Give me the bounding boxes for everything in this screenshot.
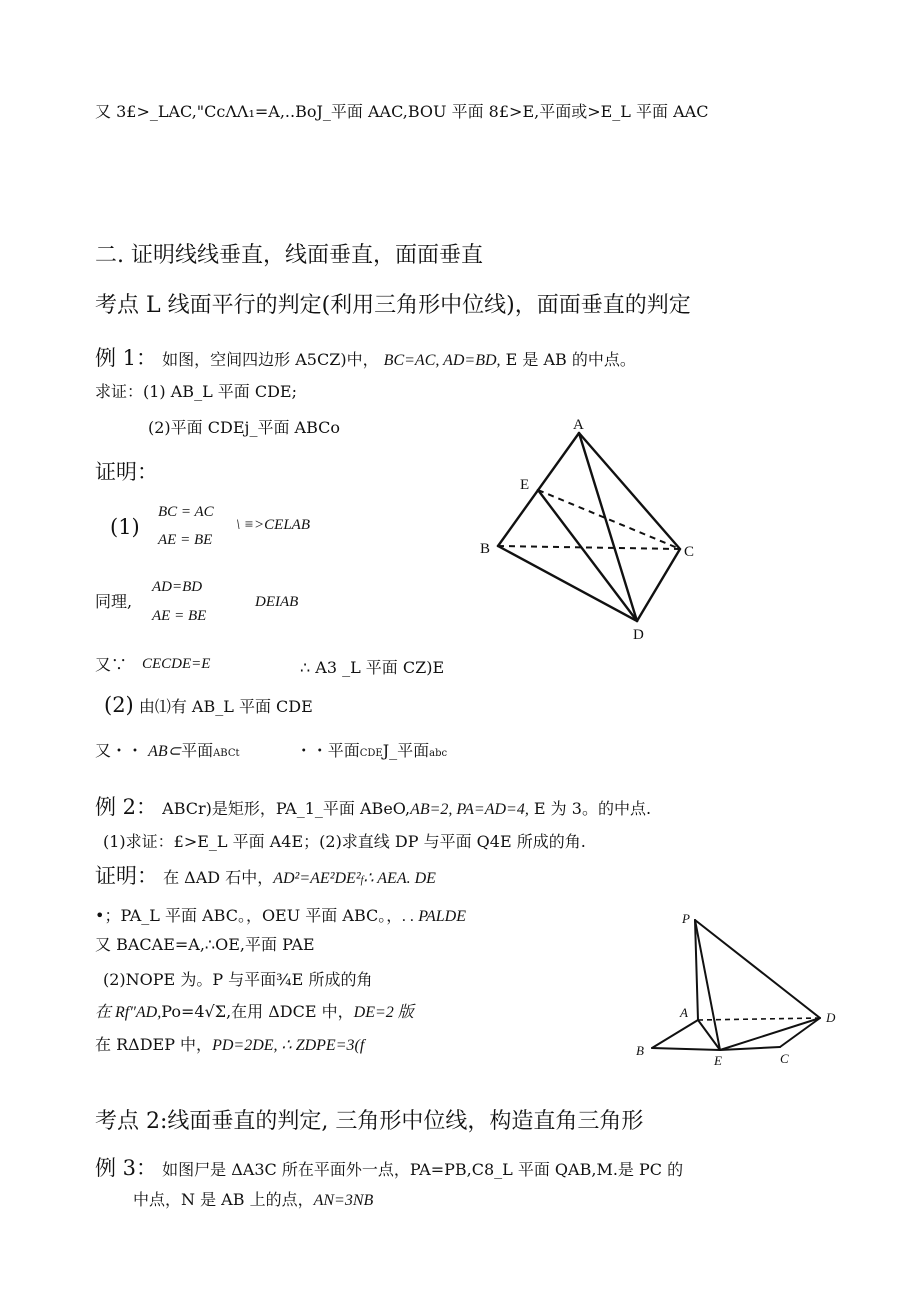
vertex-label-c: C (684, 544, 695, 560)
edge-pe (695, 920, 720, 1050)
vertex-label-b: B (480, 541, 491, 557)
example2-question: (1)求证：£>E_L 平面 A4E；(2)求直线 DP 与平面 Q4E 所成的角. (103, 832, 586, 851)
vertex-label-p: P (682, 911, 690, 926)
example1-question-2: (2)平面 CDEj_平面 ABCo (148, 418, 341, 437)
example1-question-1: 求证：(1) AB_L 平面 CDE; (95, 382, 298, 401)
proof-1-a: 在 ΔAD 石中， (163, 868, 274, 887)
edge-pd (695, 920, 820, 1018)
ce-cap-de: CECDE=E (142, 656, 211, 672)
example3-header (95, 1158, 683, 1180)
example1-header (95, 348, 636, 371)
example3-text-c: AN=3NB (313, 1192, 374, 1209)
example1-proof-label: 证明： (95, 460, 158, 484)
proof-5-a: 在 Rf″AD, (95, 1004, 162, 1021)
plane-abc-subscript-2: abc (429, 748, 448, 759)
proof-6-a: 在 RΔDEP 中， (95, 1035, 213, 1054)
step2-text: 由⑴有 AB_L 平面 CDE (138, 697, 313, 716)
example2-proof-line-5 (95, 1002, 414, 1023)
example2-proof-line-3: 又 BACAE=A,∴OE,平面 PAE (95, 935, 315, 954)
edge-ad-hidden (698, 1018, 820, 1020)
de-perp-ab: DEIAB (255, 594, 299, 610)
therefore-plane: ・・平面 (295, 741, 360, 760)
example2-header (95, 797, 651, 820)
segment-ed (538, 490, 637, 621)
example3-text-b: 中点，N 是 AB 上的点， (133, 1190, 314, 1209)
pyramid-figure (630, 905, 850, 1070)
example1-text-a: 如图，空间四边形 A5CZ)中， (162, 350, 379, 369)
edge-cd (637, 549, 680, 621)
segment-ed (720, 1018, 820, 1050)
example1-label: 例 1： (95, 346, 158, 370)
proof-5-b: Po=4√Σ,在用 ΔDCE 中， (161, 1002, 354, 1021)
example1-text-c: E 是 AB 的中点。 (505, 350, 636, 369)
vertex-label-a: A (680, 1005, 688, 1020)
plane-word: 平面 (181, 741, 214, 760)
ae-equals-be: AE = BE (158, 532, 213, 548)
edge-cd (780, 1018, 820, 1047)
proof-1-d: ∴ AEA. DE (363, 870, 436, 887)
point1-title: 考点 L 线面平行的判定(利用三角形中位线)，面面垂直的判定 (95, 293, 691, 318)
step1-result: \ ≡>CELAB (236, 517, 310, 533)
proof-5-c: DE=2 版 (353, 1004, 414, 1021)
example2-text-c: E 为 3。的中点. (533, 799, 652, 818)
vertex-label-d: D (826, 1010, 836, 1025)
plane-cde-subscript: CDE (359, 748, 383, 759)
step2-number: (2) (104, 693, 134, 717)
plane-abc-subscript: ABCt (213, 748, 240, 759)
you-because: 又∵ (95, 655, 128, 674)
bc-equals-ac: BC = AC (158, 504, 214, 520)
example3-text-a: 如图尸是 ΔA3C 所在平面外一点，PA=PB,C8_L 平面 QAB,M.是 PC 的 (162, 1160, 684, 1179)
vertex-label-e: E (520, 477, 530, 493)
vertex-label-e: E (714, 1053, 722, 1068)
step2-line (104, 695, 313, 717)
example1-text-b: BC=AC, AD=BD, (383, 352, 501, 369)
edge-ac (579, 433, 680, 549)
proof-1-c: f (360, 875, 364, 886)
section-title: 二. 证明线线垂直，线面垂直，面面垂直 (95, 243, 483, 268)
step1-number: (1) (110, 515, 140, 539)
proof-2-a: •；PA_L 平面 ABC。，OEU 平面 ABC。， (95, 906, 403, 925)
example2-proof-line-2 (95, 906, 466, 927)
you-dots: 又・・ (95, 741, 144, 760)
ab-subset: AB⊂ (148, 743, 182, 760)
edge-bc-hidden (498, 546, 680, 549)
example2-proof-line-6 (95, 1035, 364, 1056)
vertex-label-b: B (636, 1043, 644, 1058)
vertex-label-d: D (633, 627, 644, 643)
edge-ad (579, 433, 637, 621)
proof-6-b: PD=2DE, ∴ ZDPE=3(f (212, 1037, 365, 1054)
ab-perp-cde: ∴ A3 _L 平面 CZ)E (300, 658, 445, 677)
point2-title: 考点 2:线面垂直的判定, 三角形中位线，构造直角三角形 (95, 1109, 644, 1134)
example2-proof-label: 证明： (95, 864, 158, 888)
tongli-label: 同理, (95, 592, 133, 611)
proof-1-b: AD²=AE²DE² (273, 870, 361, 887)
ad-equals-bd: AD=BD (152, 579, 203, 595)
vertex-label-c: C (780, 1051, 789, 1066)
example2-text-b: AB=2, PA=AD=4, (410, 801, 529, 818)
example2-proof-line-4: (2)NOPE 为。P 与平面¾E 所成的角 (103, 970, 373, 989)
example3-label: 例 3： (95, 1156, 158, 1180)
step2-conclusion (95, 741, 447, 764)
example2-label: 例 2： (95, 795, 158, 819)
example3-line-2 (133, 1190, 373, 1211)
edge-be (652, 1048, 720, 1050)
ae-equals-be-2: AE = BE (152, 608, 207, 624)
vertex-label-a: A (573, 417, 584, 433)
example2-text-a: ABCr)是矩形，PA_1_平面 ABeO, (162, 799, 411, 818)
example2-proof-line-1 (95, 866, 436, 891)
tetrahedron-figure (470, 415, 700, 645)
edge-ab (652, 1020, 698, 1048)
proof-2-b: . . PALDE (402, 908, 466, 925)
perp-plane: J_平面 (382, 741, 430, 760)
top-line: 又 3£>_LAC,"CcΛΛ₁=A,..BoJ_平面 AAC,BOU 平面 8£>E,平面或>E_L 平面 AAC (95, 102, 709, 121)
